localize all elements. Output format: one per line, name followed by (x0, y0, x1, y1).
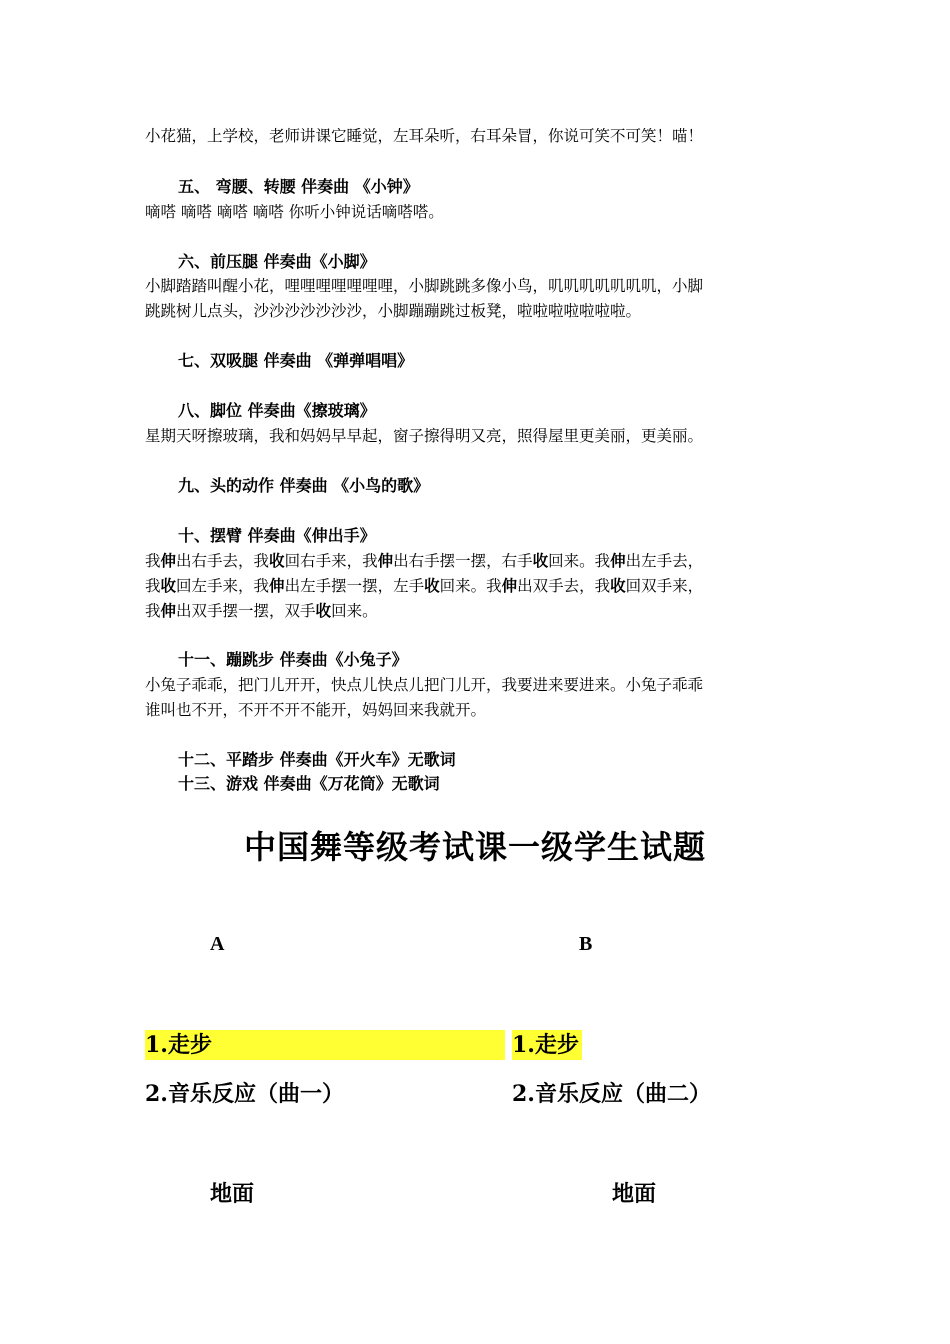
heading-9: 九、头的动作 伴奏曲 《小鸟的歌》 (178, 476, 430, 495)
lyric-text: 我 (145, 552, 161, 570)
heading-11: 十一、蹦跳步 伴奏曲《小兔子》 (178, 650, 408, 669)
b-item-music-response: 2.音乐反应（曲二） (512, 1081, 711, 1107)
lyrics-6-line-2: 跳跳树儿点头，沙沙沙沙沙沙沙，小脚蹦蹦跳过板凳，啦啦啦啦啦啦啦。 (145, 302, 642, 320)
lyrics-11-line-2: 谁叫也不开，不开不开不能开，妈妈回来我就开。 (145, 701, 487, 719)
lyric-text: 回双手来， (625, 577, 704, 595)
lyric-text: 回来。我 (548, 552, 611, 570)
heading-12: 十二、平踏步 伴奏曲《开火车》无歌词 (178, 750, 456, 769)
column-b-label: B (579, 933, 593, 955)
lyric-bold: 收 (424, 576, 440, 595)
b-item-walk: 1.走步 (512, 1032, 579, 1058)
cat-song-line: 小花猫，上学校，老师讲课它睡觉，左耳朵听，右耳朵冒，你说可笑不可笑！喵！ (145, 127, 704, 145)
lyrics-8: 星期天呀擦玻璃，我和妈妈早早起，窗子擦得明又亮，照得屋里更美丽，更美丽。 (145, 427, 704, 445)
lyric-text: 出双手去，我 (517, 577, 611, 595)
lyric-text: 回右手来，我 (284, 552, 378, 570)
lyric-text: 出左手去， (625, 552, 704, 570)
lyric-bold: 收 (269, 551, 285, 570)
a-item-music-response: 2.音乐反应（曲一） (145, 1081, 344, 1107)
lyric-bold: 收 (160, 576, 177, 595)
a-section-floor: 地面 (210, 1181, 255, 1207)
lyric-bold: 伸 (610, 551, 626, 570)
b-section-floor: 地面 (612, 1181, 657, 1207)
lyrics-10-line-2 (145, 573, 815, 599)
heading-8: 八、脚位 伴奏曲《擦玻璃》 (178, 401, 376, 420)
lyric-text: 我 (145, 577, 161, 595)
lyric-bold: 收 (610, 576, 626, 595)
heading-13: 十三、游戏 伴奏曲《万花筒》无歌词 (178, 774, 440, 793)
lyric-text: 出右手去，我 (176, 552, 270, 570)
lyric-text: 回来。我 (439, 577, 502, 595)
lyric-bold: 收 (315, 601, 332, 620)
lyric-bold: 伸 (160, 601, 177, 620)
lyrics-10-line-3 (145, 598, 815, 624)
column-a-label: A (210, 933, 225, 955)
lyric-text: 我 (145, 602, 161, 620)
lyric-bold: 伸 (501, 576, 518, 595)
lyric-text: 回来。 (331, 602, 378, 620)
heading-10: 十、摆臂 伴奏曲《伸出手》 (178, 526, 376, 545)
a-item-walk: 1.走步 (145, 1032, 212, 1058)
lyric-text: 出右手摆一摆，右手 (393, 552, 533, 570)
lyrics-6-line-1: 小脚踏踏叫醒小花，哩哩哩哩哩哩哩，小脚跳跳多像小鸟，叽叽叽叽叽叽叽，小脚 (145, 277, 704, 295)
lyric-bold: 伸 (269, 576, 285, 595)
lyric-text: 出左手摆一摆，左手 (284, 577, 425, 595)
exam-title: 中国舞等级考试课一级学生试题 (243, 828, 706, 866)
lyrics-5: 嘀嗒 嘀嗒 嘀嗒 嘀嗒 你听小钟说话嘀嗒嗒。 (145, 203, 444, 221)
lyrics-11-line-1: 小兔子乖乖，把门儿开开，快点儿快点儿把门儿开，我要进来要进来。小兔子乖乖 (145, 676, 704, 694)
heading-7: 七、双吸腿 伴奏曲 《弹弹唱唱》 (178, 351, 414, 370)
lyrics-10-line-1 (145, 548, 815, 574)
lyric-text: 回左手来，我 (176, 577, 270, 595)
lyric-bold: 收 (532, 551, 549, 570)
lyric-bold: 伸 (377, 551, 394, 570)
heading-5: 五、 弯腰、转腰 伴奏曲 《小钟》 (178, 177, 419, 196)
lyric-text: 出双手摆一摆，双手 (176, 602, 316, 620)
lyric-bold: 伸 (160, 551, 177, 570)
heading-6: 六、前压腿 伴奏曲《小脚》 (178, 252, 376, 271)
